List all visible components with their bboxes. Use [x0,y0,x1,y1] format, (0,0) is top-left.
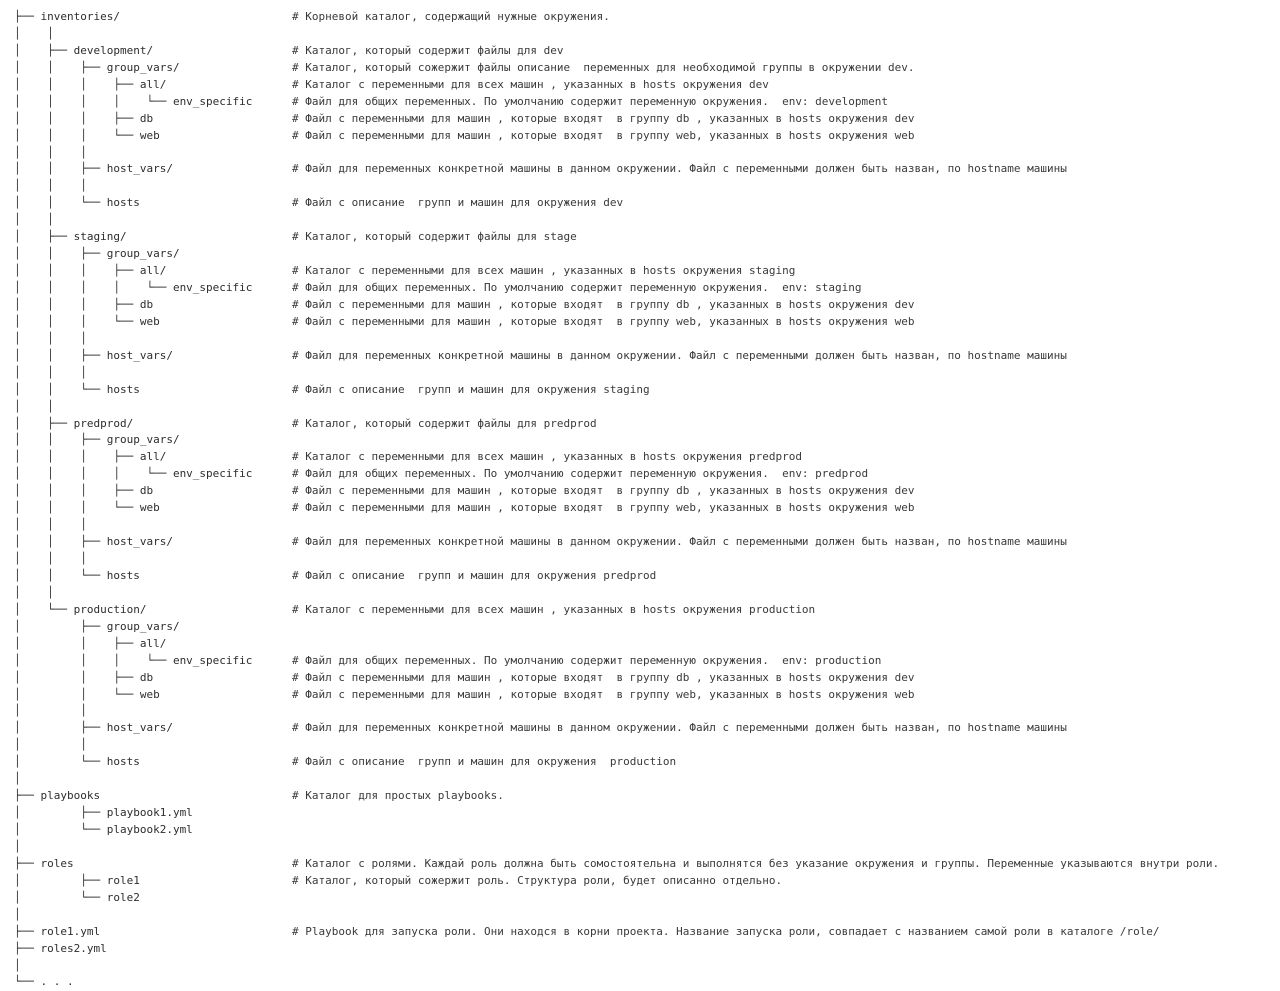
tree-line [14,314,1276,331]
tree-entry: │ ├── role1 [14,873,140,887]
tree-comment: # Файл с переменными для машин , которые входят в группу web, указанных в hosts окружения web [292,128,915,142]
tree-entry: │ │ │ ├── db [14,484,154,498]
directory-tree-listing [14,9,1276,991]
tree-line [14,585,1276,602]
tree-comment: # Каталог, который сожержит файлы описание переменных для необходимой группы в окружении dev. [292,60,915,74]
tree-line [14,94,1276,111]
tree-entry: │ [14,772,21,786]
tree-line [14,212,1276,229]
tree-comment: # Файл с переменными для машин , которые входят в группу db , указанных в hosts окружения dev [292,297,915,311]
tree-line [14,941,1276,958]
tree-entry: ├── roles2.yml [14,941,107,955]
tree-line [14,687,1276,704]
tree-entry: │ │ ├── group_vars/ [14,247,180,261]
tree-line [14,754,1276,771]
tree-entry: │ │ │ └── web [14,128,160,142]
tree-entry: │ [14,958,21,972]
tree-entry: │ │ │ │ └── env_specific [14,467,253,481]
tree-entry: │ │ │ ├── db [14,297,154,311]
tree-line [14,178,1276,195]
tree-entry: │ │ ├── all/ [14,636,167,650]
tree-entry: │ ├── host_vars/ [14,721,173,735]
tree-entry: │ │ └── hosts [14,382,140,396]
tree-line [14,534,1276,551]
tree-entry: │ │ │ └── env_specific [14,653,253,667]
tree-entry: │ │ │ [14,518,87,532]
tree-entry: │ ├── playbook1.yml [14,806,193,820]
tree-line [14,246,1276,263]
tree-entry: │ ├── group_vars/ [14,619,180,633]
tree-line [14,9,1276,26]
tree-entry: │ │ └── hosts [14,196,140,210]
tree-line [14,229,1276,246]
tree-line [14,145,1276,162]
tree-comment: # Файл для общих переменных. По умолчанию содержит переменную окружения. env: production [292,653,882,667]
tree-comment: # Файл с переменными для машин , которые входят в группу db , указанных в hosts окружения dev [292,111,915,125]
tree-comment: # Файл для переменных конкретной машины в данном окружении. Файл с переменными должен быть назван, по hostname машины [292,721,1067,735]
tree-line [14,551,1276,568]
tree-line [14,890,1276,907]
tree-comment: # Каталог с переменными для всех машин , указанных в hosts окружения dev [292,77,769,91]
tree-comment: # Файл с описание групп и машин для окружения predprod [292,568,657,582]
tree-line [14,297,1276,314]
tree-line [14,111,1276,128]
tree-entry: │ ├── predprod/ [14,416,134,430]
tree-entry: │ │ │ ├── all/ [14,264,167,278]
tree-line [14,720,1276,737]
tree-entry: │ │ │ [14,145,87,159]
tree-entry: │ [14,907,21,921]
tree-entry: │ │ │ ├── db [14,111,154,125]
tree-line [14,703,1276,720]
tree-entry: │ └── role2 [14,890,140,904]
tree-entry: │ │ │ [14,331,87,345]
tree-line [14,636,1276,653]
tree-entry: │ │ └── web [14,687,160,701]
tree-line [14,263,1276,280]
tree-line [14,365,1276,382]
tree-comment: # Каталог, который содержит файлы для dev [292,43,564,57]
tree-entry: ├── playbooks [14,789,101,803]
tree-entry: │ │ │ ├── all/ [14,450,167,464]
tree-comment: # Каталог, который сожержит роль. Структура роли, будет описанно отдельно. [292,873,783,887]
tree-entry: │ [14,839,21,853]
tree-entry: │ │ [14,399,54,413]
tree-entry: │ │ [14,738,87,752]
tree-entry: │ │ │ [14,365,87,379]
tree-line [14,466,1276,483]
tree-entry: │ │ │ │ └── env_specific [14,94,253,108]
tree-line [14,399,1276,416]
tree-entry: │ │ │ └── web [14,501,160,515]
tree-line [14,924,1276,941]
tree-entry: ├── inventories/ [14,10,120,23]
tree-entry: │ │ [14,585,54,599]
tree-comment: # Каталог для простых playbooks. [292,789,504,803]
tree-line [14,856,1276,873]
tree-comment: # Каталог с переменными для всех машин , указанных в hosts окружения predprod [292,450,802,464]
tree-comment: # Каталог, который содержит файлы для stage [292,230,577,244]
tree-line [14,670,1276,687]
tree-comment: # Каталог с ролями. Каждай роль должна быть сомостоятельна и выполнятся без указание окружения и группы. Переменные указываются внутри роли. [292,856,1220,870]
tree-line [14,348,1276,365]
tree-entry: │ │ [14,213,54,227]
tree-comment: # Файл с описание групп и машин для окружения production [292,755,677,769]
tree-entry: │ │ ├── group_vars/ [14,60,180,74]
tree-entry: │ │ ├── host_vars/ [14,535,173,549]
tree-entry: │ │ ├── host_vars/ [14,162,173,176]
tree-entry: │ └── production/ [14,602,147,616]
tree-line [14,500,1276,517]
tree-comment: # Файл для общих переменных. По умолчанию содержит переменную окружения. env: staging [292,281,862,294]
tree-comment: # Файл с переменными для машин , которые входят в группу web, указанных в hosts окружения web [292,501,915,515]
tree-entry: │ │ │ [14,552,87,565]
tree-line [14,382,1276,399]
tree-line [14,602,1276,619]
tree-line [14,907,1276,924]
tree-line [14,77,1276,94]
tree-line [14,128,1276,145]
tree-line [14,432,1276,449]
tree-line [14,737,1276,754]
tree-line [14,839,1276,856]
tree-comment: # Файл для общих переменных. По умолчанию содержит переменную окружения. env: predprod [292,467,869,481]
tree-entry: │ ├── staging/ [14,230,127,244]
tree-comment: # Каталог, который содержит файлы для predprod [292,416,597,430]
tree-line [14,517,1276,534]
tree-entry: │ │ ├── host_vars/ [14,348,173,362]
tree-line [14,822,1276,839]
tree-line [14,568,1276,585]
tree-entry: │ │ ├── group_vars/ [14,433,180,447]
tree-line [14,805,1276,822]
tree-comment: # Файл с переменными для машин , которые входят в группу db , указанных в hosts окружения dev [292,670,915,684]
tree-entry: │ │ │ ├── all/ [14,77,167,91]
tree-comment: # Файл с переменными для машин , которые входят в группу db , указанных в hosts окружения dev [292,484,915,498]
tree-comment: # Каталог с переменными для всех машин , указанных в hosts окружения staging [292,264,796,278]
tree-comment: # Каталог с переменными для всех машин , указанных в hosts окружения production [292,602,816,616]
tree-comment: # Файл с переменными для машин , которые входят в группу web, указанных в hosts окружения web [292,314,915,328]
tree-entry: │ └── hosts [14,755,140,769]
tree-entry: │ │ │ │ └── env_specific [14,281,253,294]
tree-entry: │ │ ├── db [14,670,154,684]
tree-comment: # Файл для переменных конкретной машины в данном окружении. Файл с переменными должен быть назван, по hostname машины [292,535,1067,549]
tree-line [14,280,1276,297]
tree-entry: │ │ [14,704,87,718]
tree-line [14,26,1276,43]
tree-entry: │ │ └── hosts [14,568,140,582]
tree-entry: │ ├── development/ [14,43,154,57]
tree-line [14,788,1276,805]
tree-entry: └── . . . [14,975,74,989]
tree-line [14,873,1276,890]
tree-line [14,483,1276,500]
tree-comment: # Корневой каталог, содержащий нужные окружения. [292,10,610,23]
tree-entry: │ └── playbook2.yml [14,823,193,836]
tree-comment: # Playbook для запуска роли. Они находся в корни проекта. Название запуска роли, совпадает с названием самой роли в каталоге /role/ [292,924,1160,938]
tree-comment: # Файл для переменных конкретной машины в данном окружении. Файл с переменными должен быть назван, по hostname машины [292,348,1067,362]
tree-entry: ├── role1.yml [14,924,101,938]
tree-line [14,449,1276,466]
tree-entry: ├── roles [14,856,74,870]
tree-line [14,161,1276,178]
tree-line [14,416,1276,433]
tree-line [14,331,1276,348]
tree-comment: # Файл с описание групп и машин для окружения dev [292,196,624,210]
tree-comment: # Файл с переменными для машин , которые входят в группу web, указанных в hosts окружения web [292,687,915,701]
tree-line [14,958,1276,975]
tree-line [14,619,1276,636]
tree-line [14,60,1276,77]
tree-line [14,653,1276,670]
tree-entry: │ │ │ [14,179,87,193]
tree-comment: # Файл для общих переменных. По умолчанию содержит переменную окружения. env: development [292,94,889,108]
tree-comment: # Файл с описание групп и машин для окружения staging [292,382,650,396]
tree-entry: │ │ │ └── web [14,314,160,328]
tree-line [14,43,1276,60]
tree-comment: # Файл для переменных конкретной машины в данном окружении. Файл с переменными должен быть назван, по hostname машины [292,162,1067,176]
tree-line [14,771,1276,788]
tree-line [14,195,1276,212]
tree-entry: │ │ [14,26,54,40]
